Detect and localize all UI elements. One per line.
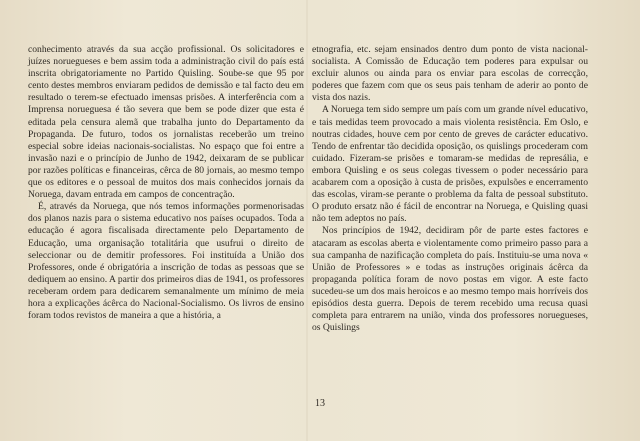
page-spine-shadow [306,0,308,441]
right-paragraph-2: A Noruega tem sido sempre um país com um grande nível educativo, e tais medidas teem provocado a mais violenta resistência. Em Oslo, e noutras cidades, houve cem por cento de greves de carácter educativo. Tendo de enfrentar tão decidida oposição, os quislings procederam com cuidado. Fizeram-se prisões e tomaram-se medidas de represália, e embora Quisling e os seus colegas tivessem o poder necessário para acabarem com a oposição à custa de prisões, expulsões e encerramento das escolas, viram-se perante o problema da falta de pessoal substituto. O produto ersatz não é fácil de encontrar na Noruega, e Quisling quasi não tem adeptos no país. [312,104,588,225]
left-paragraph-2: É, através da Noruega, que nós temos informações pormenorisadas dos planos nazis para o sistema educativo nos países ocupados. Toda a educação é agora fiscalisada directamente pelo Departamento de Educação, uma organisação totalitária que usufrui o direito de seleccionar ou de demitir professores. Foi instituída a União dos Professores, onde é obrigatória a inscrição de todas as pessoas que se dediquem ao ensino. A partir dos primeiros dias de 1941, os professores receberam ordem para dedicarem semanalmente um mínimo de meia hora a explicações ácêrca do Nacional-Socialismo. Os livros de ensino foram todos revistos de maneira a que a história, a [28,201,304,322]
left-text-column [28,44,304,322]
left-paragraph-1: conhecimento através da sua acção profissional. Os solicitadores e juízes noruegueses e bem assim toda a administração civil do país está inscrita obrigatoriamente no Partido Quisling. Soube-se que 95 por cento destes membros enviaram pedidos de demissão e tal facto deu em resultado o terem-se efectuado imensas prisões. A interferência com a Imprensa norueguesa é tão severa que bem se pode dizer que esta é editada pela censura alemã que trabalha junto do Departamento da Propaganda. De futuro, todos os jornalistas receberão um treino especial sobre ideias nacionais-socialistas. No espaço que foi entre a invasão nazi e o princípio de Junho de 1942, deixaram de se publicar por razões políticas e financeiras, cêrca de 80 jornais, ao mesmo tempo que os editores e o pessoal de muitos dos mais conhecidos jornais da Noruega, davam entrada em campos de concentração. [28,44,304,201]
right-paragraph-1: etnografia, etc. sejam ensinados dentro dum ponto de vista nacional-socialista. A Comissão de Educação tem poderes para expulsar ou excluir alunos ou ainda para os enviar para escolas de correcção, poderes que fazem com que os seus pais tenham de aderir ao ponto de vista dos nazis. [312,44,588,104]
page-number: 13 [315,398,325,409]
right-paragraph-3: Nos princípios de 1942, decidiram pôr de parte estes factores e atacaram as escolas aberta e violentamente como primeiro passo para a sua campanha de nazificação completa do país. Instituiu-se uma nova « União de Professores » e todas as instruções originais ácêrca da propaganda política foram de novo postas em vigor. A este facto sucedeu-se um dos mais heroicos e ao mesmo tempo mais horríveis dos episódios desta guerra. Depois de terem recebido uma recusa quasi completa para entrarem na união, vinda dos professores noruegueses, os Quislings [312,225,588,334]
right-text-column [312,44,588,334]
